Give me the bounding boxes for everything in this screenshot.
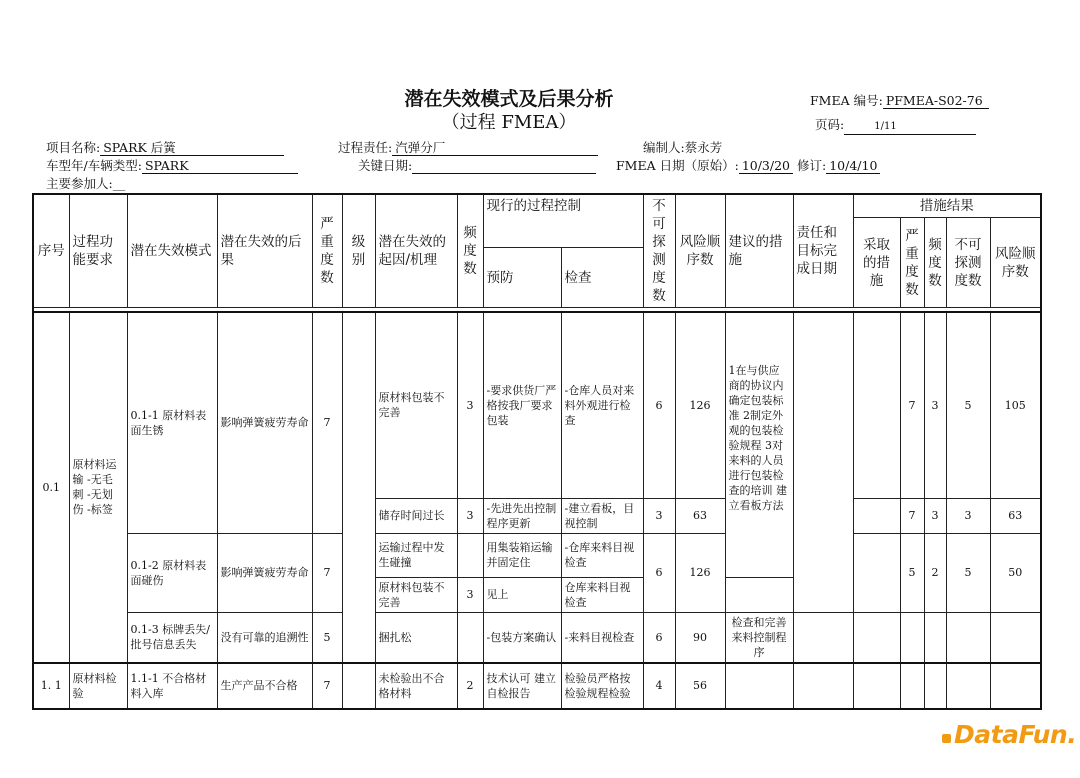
preparer-label: 编制人: <box>643 140 685 155</box>
prevention-control: -包装方案确认 <box>483 612 561 663</box>
failure-effect: 影响弹簧疲劳寿命 <box>217 533 312 612</box>
fmea-date-value: 10/3/20 <box>739 159 793 174</box>
project-name-label: 项目名称: <box>46 140 101 155</box>
failure-cause: 储存时间过长 <box>375 498 457 533</box>
detection-rating: 6 <box>643 312 675 498</box>
result-severity: 7 <box>900 498 924 533</box>
preparer-field <box>643 138 722 156</box>
recommended-action: 检查和完善来料控制程序 <box>725 612 793 663</box>
preparer-value: 蔡永芳 <box>684 140 723 155</box>
result-occurrence <box>924 663 946 709</box>
key-date-value <box>412 159 596 174</box>
recommended-action: 1在与供应商的协议内确定包装标准 2制定外观的包装检验规程 3对来料的人员进行包装检查的培训 建立看板方法 <box>725 312 793 577</box>
result-detection: 3 <box>946 498 990 533</box>
result-occurrence: 2 <box>924 533 946 612</box>
col-action-taken-header: 采取的措施 <box>853 218 900 308</box>
result-occurrence: 3 <box>924 312 946 498</box>
failure-effect: 影响弹簧疲劳寿命 <box>217 312 312 533</box>
result-detection <box>946 612 990 663</box>
vehicle-model-label: 车型年/车辆类型: <box>46 158 142 173</box>
page-number-value: 1/11 <box>844 120 976 135</box>
col-r-detection-header: 不可探测度数 <box>946 218 990 308</box>
col-r-occurrence-header: 频度数 <box>924 218 946 308</box>
fmea-number-value: PFMEA-S02-76 <box>883 94 989 109</box>
row-function: 原材料运输 -无毛刺 -无划伤 -标签 <box>69 312 127 663</box>
result-severity: 5 <box>900 533 924 612</box>
severity: 5 <box>312 612 342 663</box>
class-cell <box>342 312 375 663</box>
action-taken <box>853 312 900 498</box>
action-taken <box>853 612 900 663</box>
document-title: 潜在失效模式及后果分析 <box>404 88 614 110</box>
logo-text: DataFun. <box>954 720 1077 749</box>
row-seq: 1. 1 <box>33 663 69 709</box>
severity: 7 <box>312 663 342 709</box>
row-seq: 0.1 <box>33 312 69 663</box>
vehicle-model-field <box>46 156 298 174</box>
document-subtitle: （过程 FMEA） <box>441 112 577 133</box>
table-row <box>33 612 1041 663</box>
recommended-action <box>725 577 793 612</box>
table-row <box>33 533 1041 577</box>
class-cell <box>342 663 375 709</box>
participants-value: __ <box>112 176 126 191</box>
col-r-rpn-header: 风险顺序数 <box>990 218 1041 308</box>
failure-effect: 没有可靠的追溯性 <box>217 612 312 663</box>
col-rpn-header: 风险顺序数 <box>675 194 725 308</box>
prevention-control: 见上 <box>483 577 561 612</box>
result-occurrence <box>924 612 946 663</box>
responsibility-cell <box>793 612 853 663</box>
row-function: 原材料检验 <box>69 663 127 709</box>
fmea-date-label: FMEA 日期（原始）: <box>616 158 739 173</box>
prevention-control: -要求供货厂严格按我厂要求包装 <box>483 312 561 498</box>
col-occurrence-header: 频度数 <box>457 194 483 308</box>
key-date-label: 关键日期: <box>358 158 413 173</box>
col-effect-header: 潜在失效的后果 <box>217 194 312 308</box>
fmea-number-field <box>810 91 989 109</box>
action-taken <box>853 533 900 612</box>
occurrence <box>457 533 483 577</box>
table-row <box>33 312 1041 498</box>
result-occurrence: 3 <box>924 498 946 533</box>
rpn: 63 <box>675 498 725 533</box>
rpn: 90 <box>675 612 725 663</box>
failure-cause: 原材料包装不完善 <box>375 312 457 498</box>
logo-mark-icon <box>942 734 951 743</box>
result-detection <box>946 663 990 709</box>
action-taken <box>853 663 900 709</box>
participants-label: 主要参加人: <box>46 176 113 191</box>
prevention-control: -先进先出控制程序更新 <box>483 498 561 533</box>
result-rpn: 63 <box>990 498 1041 533</box>
detection-rating: 6 <box>643 612 675 663</box>
detection-control: -仓库来料目视检查 <box>561 533 643 577</box>
failure-mode: 1.1-1 不合格材料入库 <box>127 663 217 709</box>
failure-cause: 未检验出不合格材料 <box>375 663 457 709</box>
responsibility-cell <box>793 663 853 709</box>
responsibility-cell <box>793 312 853 612</box>
failure-mode: 0.1-2 原材料表面碰伤 <box>127 533 217 612</box>
col-class-header: 级别 <box>342 194 375 308</box>
fmea-number-label: FMEA 编号: <box>810 93 883 108</box>
col-severity-header: 严重度数 <box>312 194 342 308</box>
detection-rating: 4 <box>643 663 675 709</box>
occurrence <box>457 612 483 663</box>
result-severity: 7 <box>900 312 924 498</box>
col-cause-header: 潜在失效的起因/机理 <box>375 194 457 308</box>
severity: 7 <box>312 533 342 612</box>
col-results-header: 措施结果 <box>853 194 1041 218</box>
page-number-field <box>815 115 976 135</box>
page-number-label: 页码: <box>815 117 845 132</box>
result-rpn <box>990 663 1041 709</box>
process-responsibility-value: 汽弹分厂 <box>392 141 598 156</box>
result-detection: 5 <box>946 312 990 498</box>
process-responsibility-field <box>338 138 598 156</box>
occurrence: 2 <box>457 663 483 709</box>
failure-cause: 原材料包装不完善 <box>375 577 457 612</box>
datafun-logo <box>942 720 1076 749</box>
process-responsibility-label: 过程责任: <box>338 140 393 155</box>
result-detection: 5 <box>946 533 990 612</box>
action-taken <box>853 498 900 533</box>
detection-rating: 6 <box>643 533 675 612</box>
prevention-control: 技术认可 建立自检报告 <box>483 663 561 709</box>
key-date-field <box>358 156 596 174</box>
failure-effect: 生产产品不合格 <box>217 663 312 709</box>
failure-cause: 运输过程中发生碰撞 <box>375 533 457 577</box>
col-prevention-header: 预防 <box>483 248 561 308</box>
revision-value: 10/4/10 <box>826 159 880 174</box>
table-row <box>33 663 1041 709</box>
col-r-severity-header: 严重度数 <box>900 218 924 308</box>
col-detection-method-header: 检查 <box>561 248 643 308</box>
detection-rating: 3 <box>643 498 675 533</box>
project-name-value: SPARK 后簧 <box>100 141 284 156</box>
detection-control: 检验员严格按检验规程检验 <box>561 663 643 709</box>
failure-mode: 0.1-3 标牌丢失/批号信息丢失 <box>127 612 217 663</box>
occurrence: 3 <box>457 577 483 612</box>
col-function-header: 过程功能要求 <box>69 194 127 308</box>
col-seq-header: 序号 <box>33 194 69 308</box>
col-failure-mode-header: 潜在失效模式 <box>127 194 217 308</box>
col-detection-header: 不可探测度数 <box>643 194 675 308</box>
occurrence: 3 <box>457 312 483 498</box>
col-current-control-header: 现行的过程控制 <box>483 194 643 248</box>
header-row-1 <box>33 194 1041 218</box>
detection-control: -仓库人员对来料外观进行检查 <box>561 312 643 498</box>
vehicle-model-value: SPARK <box>142 159 298 174</box>
col-responsibility-header: 责任和目标完成日期 <box>793 194 853 308</box>
result-rpn <box>990 612 1041 663</box>
rpn: 56 <box>675 663 725 709</box>
severity: 7 <box>312 312 342 533</box>
project-name-field <box>46 138 284 156</box>
prevention-control: 用集装箱运输并固定住 <box>483 533 561 577</box>
fmea-date-field <box>616 156 880 174</box>
result-rpn: 50 <box>990 533 1041 612</box>
participants-field <box>46 174 125 192</box>
detection-control: -建立看板，目视控制 <box>561 498 643 533</box>
failure-cause: 捆扎松 <box>375 612 457 663</box>
rpn: 126 <box>675 533 725 612</box>
detection-control: 仓库来料目视检查 <box>561 577 643 612</box>
revision-label: 修订: <box>796 158 827 173</box>
failure-mode: 0.1-1 原材料表面生锈 <box>127 312 217 533</box>
result-rpn: 105 <box>990 312 1041 498</box>
result-severity <box>900 663 924 709</box>
result-severity <box>900 612 924 663</box>
detection-control: -来料目视检查 <box>561 612 643 663</box>
occurrence: 3 <box>457 498 483 533</box>
recommended-action <box>725 663 793 709</box>
col-recommended-action-header: 建议的措施 <box>725 194 793 308</box>
rpn: 126 <box>675 312 725 498</box>
fmea-table <box>32 193 1042 710</box>
